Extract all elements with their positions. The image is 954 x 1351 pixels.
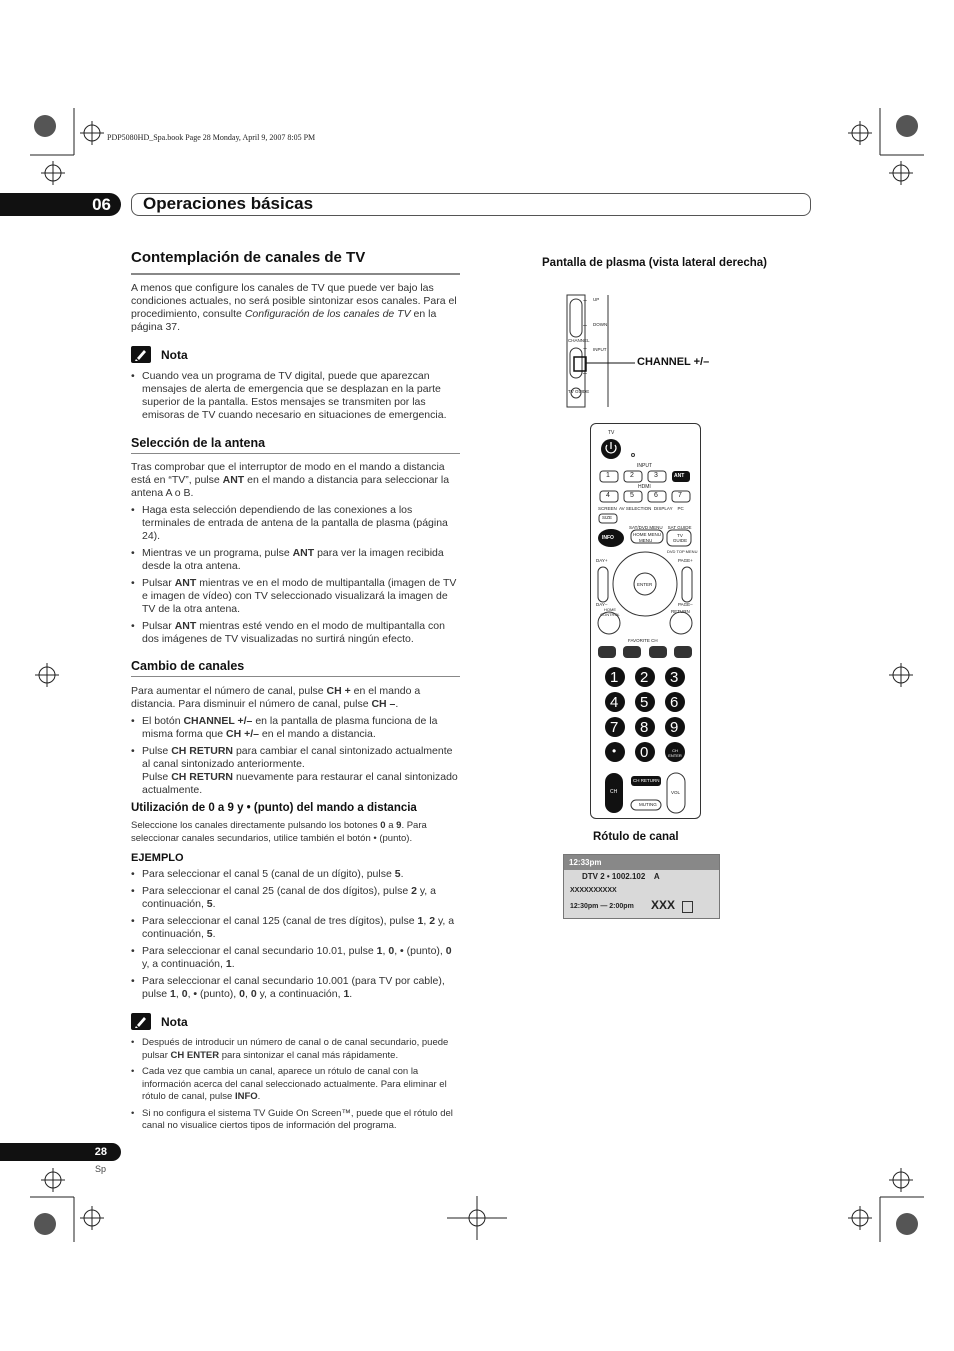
remote-digit-8[interactable]: 8 — [640, 719, 649, 736]
remote-ch-return-button[interactable]: CH RETURN — [633, 778, 660, 783]
panel-label-down: DOWN — [593, 322, 608, 327]
remote-hdmi-5[interactable]: 5 — [630, 492, 634, 499]
remote-tv-label: TV — [608, 430, 615, 436]
remote-favorite-label: FAVORITE CH — [628, 638, 658, 643]
note-label: Nota — [161, 348, 188, 362]
remote-return-label: RETURN — [671, 609, 690, 614]
panel-label-tvguide: TV GUIDE — [568, 389, 590, 394]
section-rule — [131, 273, 460, 275]
panel-label-minus: – — [583, 370, 587, 377]
page-language: Sp — [95, 1164, 107, 1174]
remote-digit-1[interactable]: 1 — [610, 669, 619, 686]
remote-day-plus-label: DAY+ — [596, 558, 608, 563]
remote-home-control-label: HOME CONTROL — [600, 607, 620, 617]
remote-dvd-top-label: DVD TOP MENU — [667, 549, 698, 554]
channel-change-rule — [131, 676, 460, 677]
antenna-title: Selección de la antena — [131, 436, 266, 450]
list-item: • Mientras ve un programa, pulse ANT para ver la imagen recibida desde la otra antena. — [131, 547, 461, 573]
list-item: • Pulsar ANT mientras ve en el modo de multipantalla (imagen de TV e imagen de vídeo) con TV seleccionado visualizará la imagen de TV de la otra antena. — [131, 577, 461, 616]
list-item: • Para seleccionar el canal 5 (canal de un dígito), pulse 5. — [131, 868, 461, 881]
note-list — [131, 370, 461, 426]
digits-paragraph: Seleccione los canales directamente pulsando los botones 0 a 9. Para seleccionar canales secundarios, utilice también el botón • (punto). — [131, 820, 427, 844]
remote-sat-row: SAT/DVD MENU SAT GUIDE — [629, 525, 692, 530]
panel-label-up: UP — [593, 297, 600, 302]
chapter-title: Operaciones básicas — [143, 194, 314, 213]
channel-change-title: Cambio de canales — [131, 659, 245, 673]
note-list — [131, 1037, 461, 1137]
remote-input-3[interactable]: 3 — [654, 472, 658, 479]
remote-input-1[interactable]: 1 — [606, 472, 610, 479]
list-item: • Para seleccionar el canal secundario 10.01, pulse 1, 0, • (punto), 0 y, a continuación, 1. — [131, 945, 461, 971]
remote-home-menu-button[interactable]: HOME MENU — [633, 532, 661, 537]
chapter-number: 06 — [0, 193, 121, 216]
list-item: • Para seleccionar el canal 125 (canal de tres dígitos), pulse 1, 2 y, a continuación, 5. — [131, 915, 461, 941]
remote-ch-enter-button[interactable]: CH ENTER — [668, 748, 682, 758]
note-item: • Cuando vea un programa de TV digital, puede que aparezcan mensajes de alerta de emergencia que se desplazan en la parte superior de la pantalla. Estos mensajes se transmiten por las emisoras de TV cuando necesario en situaciones de emergencia. — [131, 370, 461, 422]
digits-title: Utilización de 0 a 9 y • (punto) del mando a distancia — [131, 802, 417, 814]
channel-change-list — [131, 715, 461, 801]
remote-page-minus-label: PAGE– — [678, 602, 693, 607]
remote-digit-5[interactable]: 5 — [640, 694, 649, 711]
remote-digit-3[interactable]: 3 — [670, 669, 679, 686]
remote-input-2[interactable]: 2 — [630, 472, 634, 479]
remote-size-button[interactable]: SIZE — [602, 515, 613, 520]
intro-paragraph: A menos que configure los canales de TV que puede ver bajo las condiciones actuales, no será posible sintonizar esos canales. Para el procedimiento, consulte Configuración de los canales de TV en la página 37. — [131, 282, 457, 333]
remote-ch-button[interactable]: CH — [610, 789, 618, 795]
remote-control — [590, 423, 701, 819]
remote-info-button[interactable]: INFO — [602, 535, 614, 541]
panel-label-channel: CHANNEL — [568, 338, 590, 343]
panel-label-minus: – — [583, 322, 587, 329]
example-list — [131, 868, 461, 1005]
banner-rating-icon — [682, 901, 693, 913]
rotulo-caption: Rótulo de canal — [593, 831, 679, 843]
plasma-caption: Pantalla de plasma (vista lateral derecha) — [542, 257, 767, 269]
panel-label-plus: + — [583, 346, 588, 353]
list-item: • Pulsar ANT mientras esté vendo en el modo de multipantalla con dos imágenes de TV visualizadas no surtirá ningún efecto. — [131, 620, 461, 646]
remote-ant-button[interactable]: ANT — [674, 473, 685, 479]
remote-dot-button[interactable]: • — [612, 744, 617, 758]
remote-digit-2[interactable]: 2 — [640, 669, 649, 686]
remote-hdmi-label: HDMI — [638, 484, 651, 490]
banner-channel: DTV 2 • 1002.102 A — [582, 872, 660, 881]
list-item: • Si no configura el sistema TV Guide On Screen™, puede que el rótulo del canal no visualice ciertos tipos de información del programa. — [131, 1108, 461, 1133]
remote-enter-button[interactable]: ENTER — [637, 582, 653, 587]
remote-screen-row: SCREEN AV SELECTION DISPLAY PC — [598, 506, 684, 511]
banner-rating: XXX — [651, 898, 676, 912]
remote-page-plus-label: PAGE+ — [678, 558, 693, 563]
list-item: • Cada vez que cambia un canal, aparece un rótulo de canal con la información acerca del canal seleccionado actualmente. Para eliminar el rótulo de canal, pulse INFO. — [131, 1066, 461, 1104]
note-label: Nota — [161, 1015, 188, 1029]
remote-digit-9[interactable]: 9 — [670, 719, 679, 736]
channel-change-intro: Para aumentar el número de canal, pulse CH + en el mando a distancia. Para disminuir el número de canal, pulse CH –. — [131, 685, 421, 710]
panel-label-plus: + — [583, 298, 588, 305]
list-item: • Después de introducir un número de canal o de canal secundario, puede pulsar CH ENTER para sintonizar el canal más rápidamente. — [131, 1037, 461, 1062]
channel-label: CHANNEL +/– — [637, 356, 710, 368]
list-item: • Haga esta selección dependiendo de las conexiones a los terminales de entrada de antena de la pantalla de plasma (página 24). — [131, 504, 461, 543]
banner-time: 12:33pm — [564, 855, 719, 870]
example-title: EJEMPLO — [131, 852, 184, 864]
list-item: • El botón CHANNEL +/– en la pantalla de plasma funciona de la misma forma que CH +/– en el mando a distancia. — [131, 715, 461, 741]
antenna-rule — [131, 453, 460, 454]
antenna-list — [131, 504, 461, 650]
remote-menu-button[interactable]: MENU — [639, 538, 653, 543]
banner-time-range: 12:30pm — 2:00pm — [570, 903, 634, 910]
remote-digit-7[interactable]: 7 — [610, 719, 619, 736]
remote-vol-button[interactable]: VOL — [671, 790, 681, 795]
remote-input-label: INPUT — [637, 463, 652, 469]
antenna-intro: Tras comprobar que el interruptor de modo en el mando a distancia está en “TV”, pulse ANT en el mando a distancia para seleccionar la antena A o B. — [131, 461, 450, 499]
note-icon — [131, 1013, 151, 1030]
remote-digit-4[interactable]: 4 — [610, 694, 619, 711]
channel-banner — [563, 854, 720, 919]
remote-muting-button[interactable]: MUTING — [639, 802, 657, 807]
print-info: PDP5080HD_Spa.book Page 28 Monday, April 9, 2007 8:05 PM — [107, 133, 316, 142]
remote-tvguide-button[interactable]: TV GUIDE — [672, 533, 688, 543]
list-item: • Para seleccionar el canal secundario 10.001 (para TV por cable), pulse 1, 0, • (punto), 0, 0 y, a continuación, 1. — [131, 975, 461, 1001]
section-title: Contemplación de canales de TV — [131, 249, 366, 266]
remote-hdmi-6[interactable]: 6 — [654, 492, 658, 499]
panel-label-input: INPUT — [593, 347, 607, 352]
remote-hdmi-7[interactable]: 7 — [678, 492, 682, 499]
page-number: 28 — [0, 1143, 121, 1161]
remote-digit-6[interactable]: 6 — [670, 694, 679, 711]
banner-program-name: XXXXXXXXXX — [570, 887, 617, 894]
list-item: • Pulse CH RETURN para cambiar el canal sintonizado actualmente al canal sintonizado anteriormente. Pulse CH RETURN nuevamente para restaurar el canal sintonizado actualmente. — [131, 745, 461, 797]
list-item: • Para seleccionar el canal 25 (canal de dos dígitos), pulse 2 y, a continuación, 5. — [131, 885, 461, 911]
remote-day-minus-label: DAY– — [596, 602, 608, 607]
remote-hdmi-4[interactable]: 4 — [606, 492, 610, 499]
remote-digit-0[interactable]: 0 — [640, 744, 649, 761]
note-icon — [131, 346, 151, 363]
